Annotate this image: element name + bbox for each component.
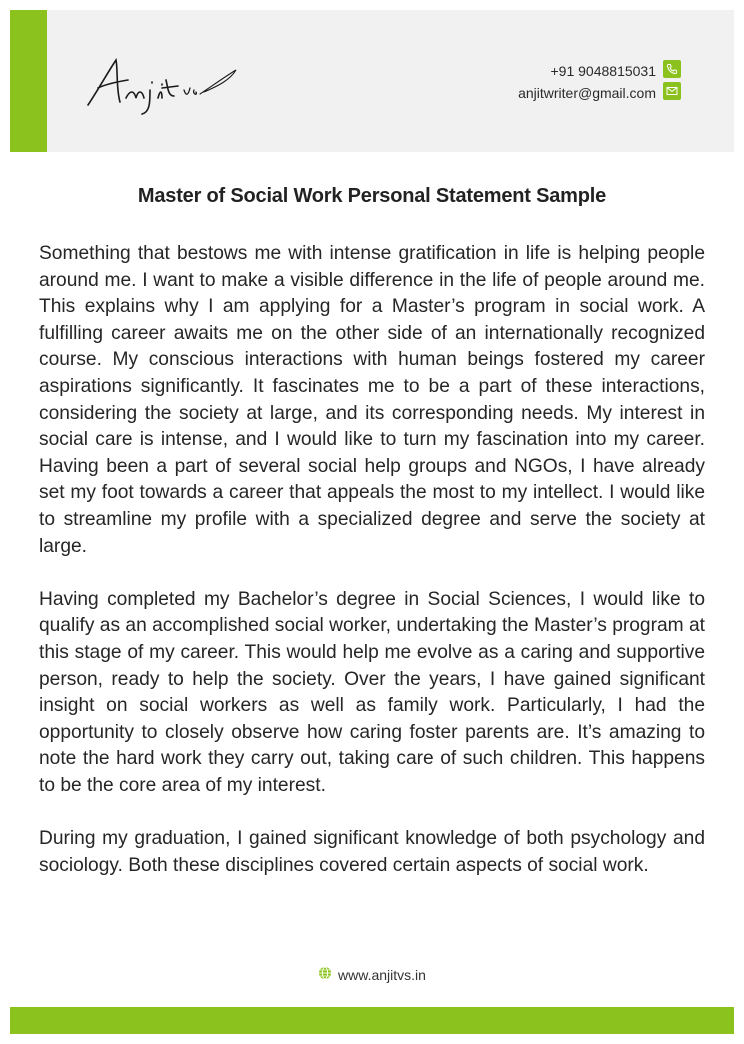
header-accent-bar — [10, 10, 47, 152]
paragraph: During my graduation, I gained significant knowledge of both psychology and sociology. Both these disciplines covered certain aspects of social work. — [39, 828, 705, 876]
footer-accent-bar — [10, 1007, 734, 1034]
phone-icon — [663, 60, 681, 78]
contact-icons — [663, 60, 681, 104]
paragraph: Something that bestows me with intense gratification in life is helping people around me. I want to make a visible difference in the life of people around me. This explains why I am applying for a Master’s program in social work. A fulfilling career awaits me on the other side of an internationally recognized course. My conscious interactions with human beings fostered my career aspirations significantly. It fascinates me to be a part of these interactions, considering the society at large, and its corresponding needs. My interest in social care is intense, and I would like to turn my fascination into my career. Having been a part of several social help groups and NGOs, I have already set my foot towards a career that appeals the most to my intellect. I would like to streamline my profile with a specialized degree and serve the society at large. — [39, 243, 705, 557]
globe-icon — [318, 966, 332, 983]
signature-logo — [80, 50, 240, 120]
document-title: Master of Social Work Personal Statement Sample — [137, 185, 607, 207]
phone-number[interactable]: +91 9048815031 — [550, 63, 656, 79]
signature-logo-drawing — [80, 50, 240, 120]
contact-info — [518, 60, 656, 104]
paragraph: Having completed my Bachelor’s degree in Social Sciences, I would like to qualify as an accomplished social worker, undertaking the Master’s program at this stage of my career. This would help me evolve as a caring and supportive person, ready to help the society. Over the years, I have gained significant insight on social workers as well as family work. Particularly, I had the opportunity to closely observe how caring foster parents are. It’s amazing to note the hard work they carry out, taking care of such children. This happens to be the core area of my interest. — [39, 588, 705, 796]
website-link[interactable]: www.anjitvs.in — [338, 966, 426, 983]
page-header — [10, 10, 734, 152]
email-address[interactable]: anjitwriter@gmail.com — [518, 85, 656, 101]
document-body — [39, 241, 705, 906]
footer-website — [0, 966, 744, 983]
envelope-icon — [663, 82, 681, 100]
